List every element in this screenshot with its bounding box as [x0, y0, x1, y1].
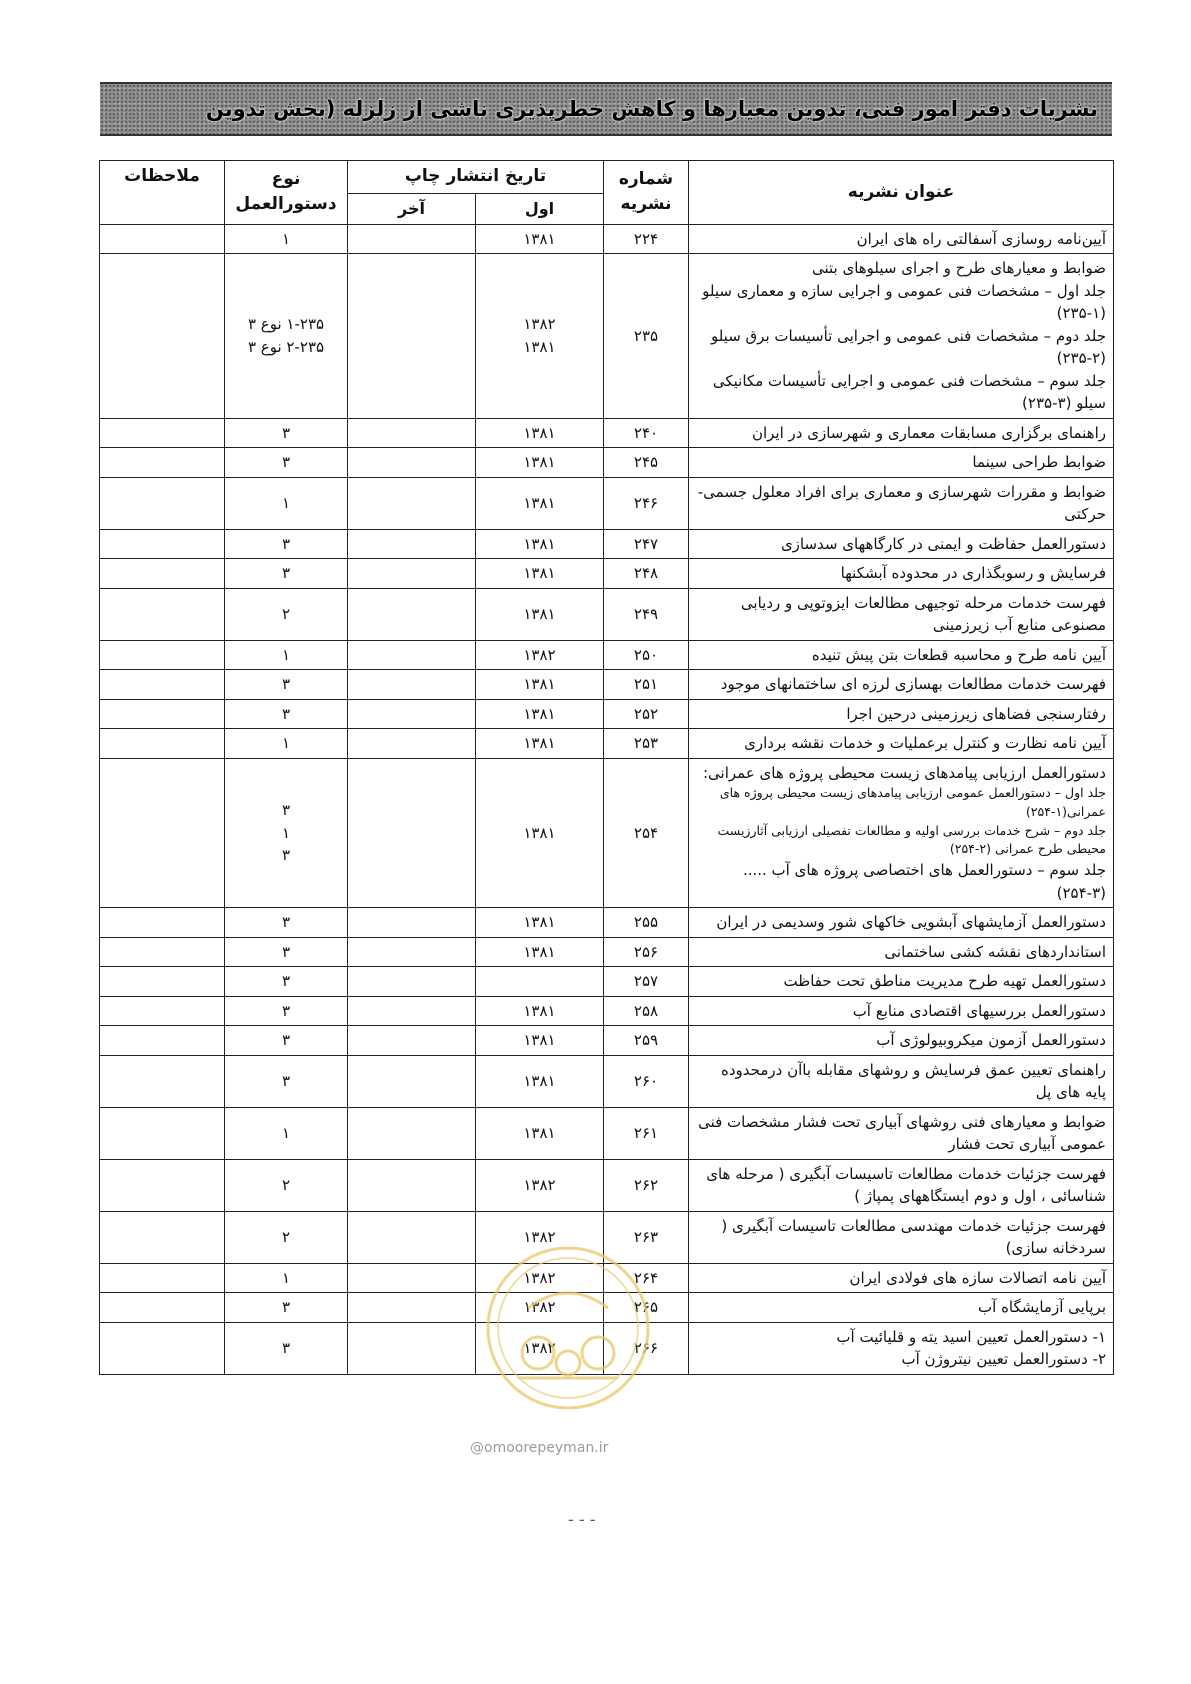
header-first: اول [476, 193, 604, 224]
first-print-value: ۱۳۸۱ [523, 423, 556, 442]
type-value: ۳ [281, 1031, 291, 1049]
cell-title [689, 1263, 1114, 1293]
cell-notes [100, 670, 225, 700]
title-line: جلد اول – دستورالعمل عمومی ارزیابی پیامدهای زیست محیطی پروژه های عمرانی(۱-۲۵۴) [719, 785, 1106, 819]
cell-type [225, 1263, 348, 1293]
cell-title [689, 640, 1114, 670]
first-print-value: ۱۳۸۱ [523, 734, 556, 752]
type-value: ۱ [281, 823, 291, 842]
type-value: ۱ [281, 229, 291, 248]
cell-type [225, 1211, 348, 1263]
cell-number: ۲۶۱ [604, 1107, 689, 1159]
cell-last-print [348, 908, 476, 938]
cell-first-print [476, 1026, 604, 1056]
first-print-value: ۱۳۸۱ [523, 1123, 556, 1142]
cell-number: ۲۴۷ [604, 529, 689, 559]
cell-number: ۲۵۸ [604, 996, 689, 1026]
cell-notes [100, 254, 225, 419]
title-line: دستورالعمل آزمایشهای آبشویی خاکهای شور وسدیمی در ایران [716, 913, 1106, 931]
cell-title [689, 1026, 1114, 1056]
cell-title [689, 699, 1114, 729]
first-print-value: ۱۳۸۲ [523, 1175, 556, 1194]
banner-title: نشریات دفتر امور فنی، تدوین معیارها و کاهش خطرپذیری ناشی از زلزله (بخش تدوین [205, 97, 1098, 121]
cell-last-print [348, 254, 476, 419]
publications-table [99, 160, 1114, 1375]
table-row [100, 1107, 1114, 1159]
cell-number: ۲۵۳ [604, 729, 689, 759]
table-row [100, 640, 1114, 670]
first-print-value: ۱۳۸۱ [523, 564, 556, 582]
cell-title [689, 559, 1114, 589]
title-line: دستورالعمل آزمون میکروبیولوژی آب [876, 1031, 1106, 1049]
title-line: ضوابط و معیارهای فنی روشهای آبیاری تحت فشار مشخصات فنی عمومی آبیاری تحت فشار [698, 1112, 1106, 1153]
cell-title [689, 758, 1114, 908]
cell-notes [100, 477, 225, 529]
title-line: جلد سوم – مشخصات فنی عمومی و اجرایی تأسیسات مکانیکی سیلو (۳-۲۳۵) [712, 371, 1106, 412]
table-row [100, 1055, 1114, 1107]
title-line: دستورالعمل تهیه طرح مدیریت مناطق تحت حفاظت [783, 972, 1106, 990]
cell-title [689, 529, 1114, 559]
table-body [100, 224, 1114, 1374]
title-line: جلد دوم – مشخصات فنی عمومی و اجرایی تأسیسات برق سیلو (۲-۲۳۵) [710, 326, 1106, 367]
type-value: ۳ [281, 942, 291, 961]
cell-title [689, 1322, 1114, 1374]
cell-last-print [348, 1159, 476, 1211]
footer-dots: - - - [568, 1510, 596, 1529]
cell-type [225, 1107, 348, 1159]
title-line: فهرست خدمات مرحله توجیهی مطالعات ایزوتوپی و ردیابی مصنوعی منابع آب زیرزمینی [740, 593, 1106, 634]
cell-first-print [476, 254, 604, 419]
title-line: رفتارسنجی فضاهای زیرزمینی درحین اجرا [846, 704, 1106, 723]
cell-first-print [476, 529, 604, 559]
first-print-value: ۱۳۸۱ [523, 913, 556, 931]
cell-number: ۲۵۵ [604, 908, 689, 938]
publications-table-wrapper [99, 160, 1114, 1375]
table-row [100, 529, 1114, 559]
cell-type [225, 670, 348, 700]
table-row [100, 477, 1114, 529]
cell-number: ۲۶۴ [604, 1263, 689, 1293]
cell-type [225, 559, 348, 589]
first-print-value: ۱۳۸۱ [523, 1071, 556, 1090]
title-line: جلد اول – مشخصات فنی عمومی و اجرایی سازه و معماری سیلو (۱-۲۳۵) [702, 281, 1106, 322]
type-value: ۲ [281, 1175, 291, 1194]
table-row [100, 1026, 1114, 1056]
cell-notes [100, 729, 225, 759]
first-print-value: ۱۳۸۱ [523, 337, 556, 356]
cell-last-print [348, 448, 476, 478]
cell-title [689, 670, 1114, 700]
cell-type [225, 1055, 348, 1107]
cell-type [225, 758, 348, 908]
cell-notes [100, 996, 225, 1026]
first-print-value: ۱۳۸۱ [523, 1031, 556, 1049]
title-line: برپایی آزمایشگاه آب [978, 1298, 1106, 1316]
cell-last-print [348, 758, 476, 908]
first-print-value: ۱۳۸۱ [523, 1001, 556, 1020]
title-line: ضوابط و مقررات شهرسازی و معماری برای افراد معلول جسمی- حرکتی [697, 482, 1106, 523]
cell-last-print [348, 477, 476, 529]
cell-last-print [348, 670, 476, 700]
cell-last-print [348, 559, 476, 589]
cell-first-print [476, 967, 604, 997]
cell-title [689, 588, 1114, 640]
cell-first-print [476, 640, 604, 670]
cell-title [689, 967, 1114, 997]
cell-notes [100, 418, 225, 448]
table-row [100, 1322, 1114, 1374]
cell-title [689, 908, 1114, 938]
cell-first-print [476, 477, 604, 529]
cell-type [225, 1322, 348, 1374]
cell-type [225, 729, 348, 759]
cell-last-print [348, 967, 476, 997]
first-print-value: ۱۳۸۲ [523, 315, 556, 334]
first-print-value: ۱۳۸۲ [523, 1268, 556, 1287]
cell-type [225, 588, 348, 640]
table-row [100, 588, 1114, 640]
type-value: ۳ [281, 453, 291, 471]
cell-first-print [476, 1322, 604, 1374]
table-header [100, 161, 1114, 225]
title-line: راهنمای تعیین عمق فرسایش و روشهای مقابله باآن درمحدوده پایه های پل [721, 1060, 1106, 1101]
cell-notes [100, 1322, 225, 1374]
cell-notes [100, 588, 225, 640]
type-value: ۳ [281, 846, 291, 864]
cell-number: ۲۴۹ [604, 588, 689, 640]
cell-last-print [348, 529, 476, 559]
cell-type [225, 224, 348, 254]
header-notes: ملاحظات [100, 161, 225, 225]
cell-type [225, 908, 348, 938]
type-value: ۳ [281, 564, 291, 582]
cell-last-print [348, 937, 476, 967]
table-row [100, 729, 1114, 759]
type-value: ۳ [281, 913, 291, 931]
cell-number: ۲۴۸ [604, 559, 689, 589]
cell-title [689, 1055, 1114, 1107]
cell-last-print [348, 1293, 476, 1323]
cell-notes [100, 1211, 225, 1263]
cell-first-print [476, 758, 604, 908]
title-line: فهرست جزئیات خدمات مطالعات تاسیسات آبگیری ( مرحله های شناسائی ، اول و دوم ایستگاههای پمپاژ ) [706, 1164, 1106, 1205]
cell-title [689, 996, 1114, 1026]
cell-number: ۲۶۶ [604, 1322, 689, 1374]
cell-notes [100, 908, 225, 938]
title-line: ۱- دستورالعمل تعیین اسید یته و قلیائیت آب [836, 1327, 1106, 1346]
cell-first-print [476, 1159, 604, 1211]
title-line: آیین‌نامه روسازی آسفالتی راه های ایران [856, 229, 1106, 248]
cell-notes [100, 529, 225, 559]
table-row [100, 908, 1114, 938]
cell-first-print [476, 1211, 604, 1263]
title-line: ضوابط و معیارهای طرح و اجرای سیلوهای بتنی [811, 259, 1106, 277]
cell-first-print [476, 1263, 604, 1293]
table-row [100, 448, 1114, 478]
title-line: ضوابط طراحی سینما [972, 453, 1106, 471]
header-date-group: تاریخ انتشار چاپ [348, 161, 604, 194]
cell-notes [100, 224, 225, 254]
type-value: ۳ [281, 675, 291, 693]
header-number: شماره نشریه [604, 161, 689, 225]
cell-first-print [476, 224, 604, 254]
cell-first-print [476, 1055, 604, 1107]
title-line: جلد سوم – دستورالعمل های اختصاصی پروژه های آب .....(۳-۲۵۴) [742, 861, 1106, 902]
first-print-value: ۱۳۸۱ [523, 704, 556, 723]
type-value: ۳ [281, 1338, 291, 1357]
cell-number: ۲۵۹ [604, 1026, 689, 1056]
cell-first-print [476, 996, 604, 1026]
first-print-value: ۱۳۸۲ [523, 1298, 556, 1316]
cell-number: ۲۴۵ [604, 448, 689, 478]
cell-number: ۲۶۰ [604, 1055, 689, 1107]
cell-title [689, 224, 1114, 254]
type-value: ۲ [281, 604, 291, 623]
type-value: ۱ [281, 1268, 291, 1287]
cell-title [689, 729, 1114, 759]
type-value: ۱ [281, 493, 291, 512]
table-row [100, 1263, 1114, 1293]
cell-type [225, 529, 348, 559]
first-print-value: ۱۳۸۱ [523, 823, 556, 842]
type-value: ۱ [281, 1123, 291, 1142]
table-row [100, 1211, 1114, 1263]
cell-title [689, 1211, 1114, 1263]
title-line: آیین نامه اتصالات سازه های فولادی ایران [849, 1268, 1106, 1287]
type-value: ۳ [281, 1071, 291, 1090]
cell-first-print [476, 670, 604, 700]
cell-type [225, 254, 348, 419]
title-line: جلد دوم – شرح خدمات بررسی اولیه و مطالعات تفصیلی ارزیابی آثارزیست محیطی طرح عمرانی (۲-۲۵۴) [717, 822, 1106, 857]
table-row [100, 1293, 1114, 1323]
cell-number: ۲۵۷ [604, 967, 689, 997]
type-value: ۲-۲۳۵ نوع ۳ [247, 337, 325, 356]
cell-title [689, 254, 1114, 419]
first-print-value: ۱۳۸۲ [523, 645, 556, 664]
cell-first-print [476, 908, 604, 938]
title-line: دستورالعمل بررسیهای اقتصادی منابع آب [852, 1001, 1106, 1020]
cell-type [225, 996, 348, 1026]
type-value: ۳ [281, 972, 291, 990]
cell-type [225, 1026, 348, 1056]
title-line: فرسایش و رسوبگذاری در محدوده آبشکنها [840, 564, 1106, 582]
cell-type [225, 1159, 348, 1211]
type-value: ۲ [281, 1227, 291, 1246]
type-value: ۳ [281, 534, 291, 553]
cell-number: ۲۳۵ [604, 254, 689, 419]
cell-notes [100, 559, 225, 589]
cell-first-print [476, 729, 604, 759]
cell-notes [100, 448, 225, 478]
cell-number: ۲۴۶ [604, 477, 689, 529]
cell-title [689, 418, 1114, 448]
title-line: دستورالعمل ارزیابی پیامدهای زیست محیطی پروژه های عمرانی: [702, 763, 1106, 782]
cell-notes [100, 1159, 225, 1211]
cell-notes [100, 1293, 225, 1323]
header-row-top [100, 161, 1114, 194]
cell-first-print [476, 448, 604, 478]
cell-type [225, 477, 348, 529]
first-print-value: ۱۳۸۲ [523, 1338, 556, 1357]
cell-first-print [476, 559, 604, 589]
cell-type [225, 967, 348, 997]
title-line: دستورالعمل حفاظت و ایمنی در کارگاههای سدسازی [780, 534, 1106, 553]
table-row [100, 559, 1114, 589]
cell-type [225, 1293, 348, 1323]
cell-number: ۲۵۲ [604, 699, 689, 729]
cell-type [225, 699, 348, 729]
cell-last-print [348, 1263, 476, 1293]
cell-notes [100, 1026, 225, 1056]
type-value: ۱-۲۳۵ نوع ۳ [247, 315, 325, 334]
cell-type [225, 448, 348, 478]
table-row [100, 254, 1114, 419]
type-value: ۳ [281, 1298, 291, 1316]
cell-number: ۲۵۱ [604, 670, 689, 700]
table-row [100, 758, 1114, 908]
page-banner [100, 82, 1112, 136]
first-print-value: ۱۳۸۱ [523, 493, 556, 512]
cell-number: ۲۶۳ [604, 1211, 689, 1263]
cell-number: ۲۵۴ [604, 758, 689, 908]
type-value: ۱ [281, 645, 291, 664]
first-print-value: ۱۳۸۱ [523, 229, 556, 248]
title-line: راهنمای برگزاری مسابقات معماری و شهرسازی در ایران [751, 423, 1106, 442]
cell-title [689, 477, 1114, 529]
cell-notes [100, 1263, 225, 1293]
cell-notes [100, 640, 225, 670]
first-print-value: ۱۳۸۱ [523, 534, 556, 553]
cell-title [689, 937, 1114, 967]
cell-first-print [476, 937, 604, 967]
type-value: ۳ [281, 423, 291, 442]
cell-last-print [348, 588, 476, 640]
table-row [100, 996, 1114, 1026]
cell-first-print [476, 1293, 604, 1323]
cell-number: ۲۵۶ [604, 937, 689, 967]
table-row [100, 418, 1114, 448]
cell-last-print [348, 1211, 476, 1263]
table-row [100, 937, 1114, 967]
cell-last-print [348, 699, 476, 729]
cell-number: ۲۵۰ [604, 640, 689, 670]
cell-number: ۲۶۲ [604, 1159, 689, 1211]
cell-title [689, 1107, 1114, 1159]
cell-title [689, 1159, 1114, 1211]
type-value: ۱ [281, 734, 291, 752]
title-line: فهرست جزئیات خدمات مهندسی مطالعات تاسیسات آبگیری ( سردخانه سازی) [721, 1216, 1106, 1257]
first-print-value: ۱۳۸۱ [523, 675, 556, 693]
cell-type [225, 418, 348, 448]
cell-first-print [476, 699, 604, 729]
title-line: آیین نامه نظارت و کنترل برعملیات و خدمات نقشه برداری [744, 734, 1106, 752]
type-value: ۳ [281, 801, 291, 819]
cell-last-print [348, 1322, 476, 1374]
table-row [100, 967, 1114, 997]
header-last: آخر [348, 193, 476, 224]
first-print-value: ۱۳۸۱ [523, 453, 556, 471]
cell-type [225, 937, 348, 967]
table-row [100, 1159, 1114, 1211]
cell-last-print [348, 418, 476, 448]
cell-notes [100, 758, 225, 908]
cell-number: ۲۶۵ [604, 1293, 689, 1323]
first-print-value: ۱۳۸۱ [523, 942, 556, 961]
cell-notes [100, 1107, 225, 1159]
cell-last-print [348, 1055, 476, 1107]
type-value: ۳ [281, 704, 291, 723]
watermark: @omoorepeyman.ir [470, 1440, 609, 1456]
title-line: فهرست خدمات مطالعات بهسازی لرزه ای ساختمانهای موجود [720, 675, 1106, 693]
cell-last-print [348, 729, 476, 759]
watermark-text: omoorepeyman.ir [484, 1440, 609, 1456]
type-value: ۳ [281, 1001, 291, 1020]
title-line: استانداردهای نقشه کشی ساختمانی [884, 942, 1106, 961]
cell-first-print [476, 1107, 604, 1159]
cell-title [689, 1293, 1114, 1323]
cell-last-print [348, 1107, 476, 1159]
cell-last-print [348, 224, 476, 254]
cell-notes [100, 967, 225, 997]
header-title: عنوان نشریه [689, 161, 1114, 225]
title-line: آیین نامه طرح و محاسبه قطعات بتن پیش تنیده [811, 645, 1106, 664]
cell-first-print [476, 418, 604, 448]
first-print-value: ۱۳۸۱ [523, 604, 556, 623]
cell-notes [100, 699, 225, 729]
first-print-value: ۱۳۸۲ [523, 1227, 556, 1246]
table-row [100, 224, 1114, 254]
cell-type [225, 640, 348, 670]
cell-title [689, 448, 1114, 478]
cell-last-print [348, 996, 476, 1026]
table-row [100, 699, 1114, 729]
cell-notes [100, 1055, 225, 1107]
cell-number: ۲۲۴ [604, 224, 689, 254]
cell-notes [100, 937, 225, 967]
table-row [100, 670, 1114, 700]
cell-number: ۲۴۰ [604, 418, 689, 448]
title-line: ۲- دستورالعمل تعیین نیتروژن آب [901, 1350, 1106, 1368]
cell-last-print [348, 640, 476, 670]
cell-first-print [476, 588, 604, 640]
header-type: نوع دستورالعمل [225, 161, 348, 225]
cell-last-print [348, 1026, 476, 1056]
